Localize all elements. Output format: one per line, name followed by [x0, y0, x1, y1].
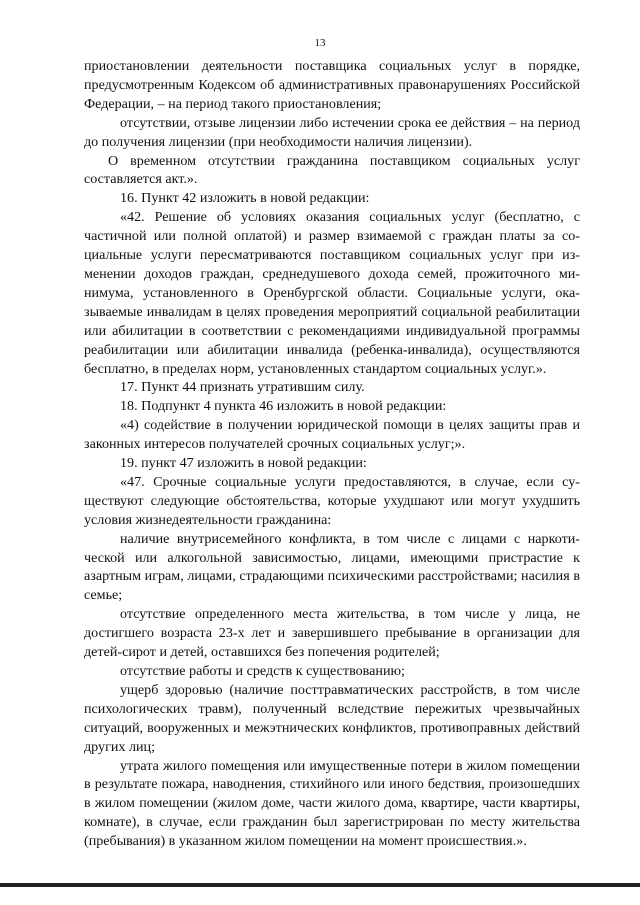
paragraph-6: 17. Пункт 44 признать утратившим силу. — [120, 379, 365, 396]
page-number: 13 — [314, 37, 326, 49]
paragraph-2: отсутствии, отзыве лицензии либо истечении срока ее действия – на период до получения лицензии (при необходимости наличия лицензии). — [84, 114, 580, 150]
paragraph-14: ущерб здоровью (наличие посттравматических расстройств, в том числе психологических травм), полученный вследствие пережитых чрезвычайных ситуаций, вооруженных и межэтнических конфликтов, противоправных действий других лиц; — [84, 681, 580, 755]
paragraph-1: приостановлении деятельности поставщика социальных услуг в порядке, предусмотренным Кодексом об административных правонарушениях Российской Федерации, – на период такого приостановления; — [84, 58, 580, 112]
document-body — [84, 57, 580, 851]
scan-bottom-edge — [0, 883, 640, 887]
paragraph-4: 16. Пункт 42 изложить в новой редакции: — [120, 190, 370, 207]
paragraph-5: «42. Решение об условиях оказания социальных услуг (бесплатно, с частичной или полной оплатой) и размер взимаемой с граждан платы за социальные услуги пересматриваются поставщиком социальных услуг при изменении доходов граждан, среднедушевого дохода семей, прожиточного минимума, установленного в Оренбургской области. Социальные услуги, оказываемые инвалидам в целях проведения мероприятий социальной реабилитации или абилитации в соответствии с рекомендациями индивидуальной программы реабилитации или абилитации инвалида (ребенка-инвалида), осуществляются бесплатно, в пределах норм, установленных стандартом социальных услуг.». — [84, 209, 580, 377]
paragraph-9: 19. пункт 47 изложить в новой редакции: — [120, 455, 367, 472]
paragraph-10: «47. Срочные социальные услуги предоставляются, в случае, если существуют следующие обстоятельства, которые ухудшают или могут ухудшить условия жизнедеятельности гражданина: — [84, 473, 580, 528]
paragraph-15: утрата жилого помещения или имущественные потери в жилом помещении в результате пожара, наводнения, стихийного или иного бедствия, произошедших в жилом помещении (жилом доме, части жилого дома, квартире, части квартиры, комнате), в случае, если гражданин был зарегистрирован по месту жительства (пребывания) в указанном жилом помещении на момент происшествия.». — [84, 757, 580, 850]
paragraph-8: «4) содействие в получении юридической помощи в целях защиты прав и законных интересов получателей срочных социальных услуг;». — [84, 417, 580, 453]
paragraph-11: наличие внутрисемейного конфликта, в том числе с лицами с наркотической или алкогольной зависимостью, лицами, имеющими пристрастие к азартным играм, лицами, страдающими психическими расстройствами; насилия в семье; — [84, 530, 580, 604]
paragraph-13: отсутствие работы и средств к существованию; — [120, 663, 405, 679]
paragraph-7: 18. Подпункт 4 пункта 46 изложить в новой редакции: — [120, 398, 447, 415]
paragraph-3: О временном отсутствии гражданина поставщиком социальных услуг составляется акт.». — [84, 152, 580, 188]
paragraph-12: отсутствие определенного места жительства, в том числе у лица, не достигшего возраста 23-х лет и завершившего пребывание в организации для детей-сирот и детей, оставшихся без попечения родителей; — [84, 606, 580, 661]
